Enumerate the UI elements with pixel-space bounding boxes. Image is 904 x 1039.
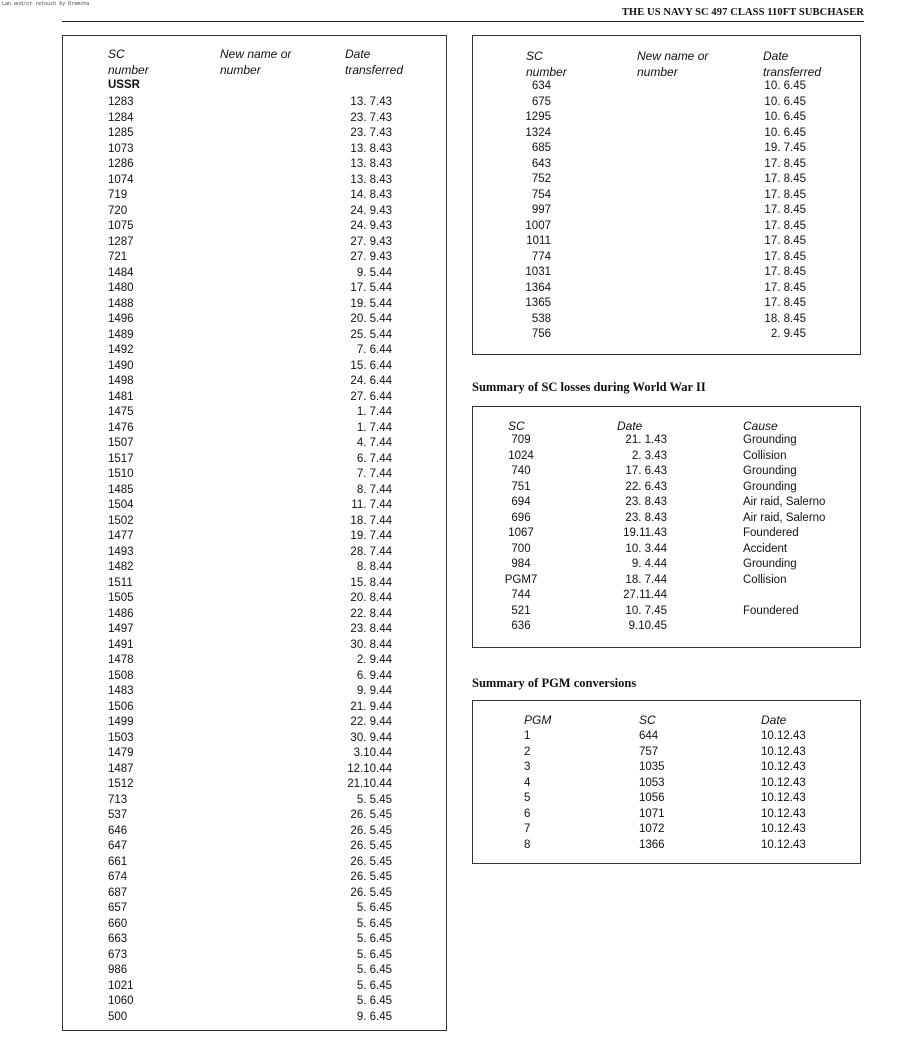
table-row-sc: 1493 (108, 545, 134, 558)
table-row-sc: 1484 (108, 266, 134, 279)
table-row-sc: 1284 (108, 111, 134, 124)
table-row-sc: 709 (511, 434, 531, 446)
table-row-date: 10. 6.45 (764, 126, 806, 139)
table-row-sc: 700 (511, 542, 531, 555)
table-row-date: 10.12.43 (761, 730, 806, 742)
table-row-sc: 1072 (639, 823, 665, 835)
table-row-date: 5. 6.45 (356, 964, 392, 976)
table-row-sc: 1074 (108, 173, 134, 186)
table-row-pgm: 1 (524, 730, 531, 742)
table-row-date: 5. 6.45 (356, 979, 392, 992)
table-row-date: 23. 8.43 (625, 511, 667, 524)
table-row-sc: 1285 (108, 127, 134, 139)
table-row-sc: 647 (108, 840, 128, 852)
header-sc: SC (639, 713, 656, 727)
table-row-date: 17. 8.45 (764, 266, 806, 278)
table-row-date: 22. 8.44 (350, 607, 392, 620)
table-row-date: 7. 7.44 (356, 468, 392, 480)
table-row-sc: 1498 (108, 375, 134, 387)
table-row-sc: 713 (108, 793, 128, 806)
table-row-cause: Grounding (743, 480, 797, 493)
table-row-sc: 1073 (108, 142, 134, 155)
corner-note: Lan and/or retouch by Dremcha (2, 1, 90, 7)
table-row-sc: 674 (108, 871, 128, 883)
table-row-sc: 1481 (108, 390, 134, 403)
table-row-sc: 1502 (108, 514, 134, 527)
table-row-sc: 657 (108, 902, 128, 914)
table-row-date: 13. 7.43 (350, 96, 392, 108)
table-row-sc: 1482 (108, 561, 134, 573)
pgm-title: Summary of PGM conversions (472, 676, 637, 690)
table-row-date: 5. 6.45 (356, 948, 392, 961)
table-row-date: 17. 8.45 (764, 157, 806, 170)
table-row-cause: Grounding (743, 465, 797, 477)
table-row-sc: 751 (511, 480, 531, 493)
table-row-date: 23. 7.43 (350, 127, 392, 139)
table-row-sc: 1011 (526, 235, 551, 247)
table-row-date: 26. 5.45 (350, 840, 392, 852)
table-row-cause: Grounding (743, 434, 797, 446)
table-row-date: 10.12.43 (761, 838, 806, 851)
table-row-date: 15. 6.44 (350, 359, 392, 372)
table-row-date: 18. 7.44 (350, 514, 392, 527)
table-row-sc: 752 (531, 173, 551, 185)
header-sc-number: SC number (108, 47, 149, 77)
table-row-sc: 1475 (108, 406, 134, 418)
table-row-sc: 1499 (108, 716, 134, 728)
table-row-date: 18. 8.45 (764, 312, 806, 325)
table-row-cause: Foundered (743, 527, 799, 539)
table-row-date: 9.10.45 (628, 620, 667, 632)
table-row-sc: 1479 (108, 747, 134, 759)
table-row-date: 2. 9.45 (770, 328, 806, 340)
table-row-sc: 1324 (525, 126, 551, 139)
table-row-date: 11. 7.44 (351, 499, 392, 511)
table-row-date: 28. 7.44 (350, 545, 392, 558)
table-row-sc: 997 (531, 204, 551, 216)
table-row-date: 5. 6.45 (356, 902, 392, 914)
table-row-sc: PGM7 (504, 573, 538, 586)
table-row-sc: 1287 (108, 235, 134, 248)
table-row-date: 8. 7.44 (356, 483, 392, 496)
table-row-date: 26. 5.45 (350, 855, 392, 868)
group-label-ussr: USSR (108, 79, 140, 91)
table-row-date: 19.11.43 (623, 527, 667, 539)
table-row-date: 20. 8.44 (350, 592, 392, 604)
table-row-date: 14. 8.43 (350, 189, 392, 201)
table-row-sc: 1295 (525, 111, 551, 123)
table-row-date: 30. 8.44 (350, 638, 392, 651)
table-row-date: 24. 6.44 (350, 375, 392, 387)
table-row-date: 3.10.44 (353, 747, 392, 759)
table-row-sc: 1060 (108, 995, 134, 1007)
table-row-sc: 1056 (639, 792, 665, 804)
table-row-date: 6. 9.44 (356, 669, 392, 682)
table-row-sc: 1477 (108, 530, 134, 542)
table-row-date: 2. 9.44 (356, 654, 392, 666)
table-row-sc: 696 (511, 511, 531, 524)
table-row-date: 22. 9.44 (350, 716, 392, 728)
table-row-date: 19. 7.45 (764, 142, 806, 154)
table-row-sc: 774 (531, 250, 551, 263)
table-row-date: 7. 6.44 (356, 344, 392, 356)
table-row-date: 13. 8.43 (350, 173, 392, 186)
table-row-date: 10.12.43 (761, 745, 806, 758)
table-row-date: 8. 8.44 (356, 561, 392, 573)
table-row-date: 10. 6.45 (764, 111, 806, 123)
table-row-date: 12.10.44 (347, 762, 392, 775)
table-row-cause: Accident (743, 542, 788, 555)
table-row-date: 23. 7.43 (350, 111, 392, 124)
table-row-sc: 984 (511, 558, 531, 570)
table-row-date: 30. 9.44 (350, 731, 392, 744)
table-row-sc: 644 (639, 730, 659, 742)
table-row-sc: 1492 (108, 344, 134, 356)
table-row-sc: 1497 (108, 623, 134, 635)
table-row-sc: 1506 (108, 700, 134, 713)
table-row-date: 17. 8.45 (764, 188, 806, 201)
table-row-sc: 500 (108, 1010, 128, 1023)
table-row-cause: Foundered (743, 604, 799, 617)
table-row-sc: 1366 (639, 838, 665, 851)
table-row-date: 17. 8.45 (764, 204, 806, 216)
table-row-date: 27.11.44 (623, 589, 667, 601)
table-row-date: 10.12.43 (761, 807, 806, 820)
table-row-sc: 757 (639, 745, 659, 758)
table-row-sc: 643 (531, 157, 551, 170)
table-row-date: 5. 6.45 (356, 917, 392, 930)
table-row-sc: 756 (531, 328, 551, 340)
table-row-date: 5. 5.45 (356, 793, 392, 806)
table-row-date: 23. 8.43 (625, 496, 667, 508)
table-row-cause: Air raid, Salerno (743, 511, 826, 524)
table-row-sc: 754 (531, 188, 551, 201)
table-row-sc: 1504 (108, 499, 134, 511)
table-row-date: 17. 8.45 (764, 173, 806, 185)
table-row-date: 15. 8.44 (350, 576, 392, 589)
table-row-pgm: 6 (524, 807, 531, 820)
table-row-sc: 1486 (108, 607, 134, 620)
table-row-date: 10.12.43 (761, 823, 806, 835)
losses-title: Summary of SC losses during World War II (472, 380, 706, 394)
header-rule (62, 21, 864, 22)
header-date-transferred: Date transferred (763, 49, 822, 79)
header-pgm: PGM (524, 713, 552, 727)
table-row-date: 18. 7.44 (625, 573, 667, 586)
table-row-date: 23. 8.44 (350, 623, 392, 635)
table-row-date: 26. 5.45 (350, 871, 392, 883)
table-row-date: 22. 6.43 (625, 480, 667, 493)
table-row-pgm: 5 (524, 792, 531, 804)
table-row-sc: 720 (108, 204, 128, 217)
table-row-sc: 1075 (108, 220, 134, 232)
table-row-date: 17. 8.45 (764, 297, 806, 309)
table-row-sc: 986 (108, 964, 128, 976)
table-row-date: 1. 7.44 (356, 421, 392, 434)
table-row-date: 1. 7.44 (356, 406, 392, 418)
table-row-date: 10. 6.45 (764, 80, 806, 92)
table-row-pgm: 4 (524, 776, 531, 789)
table-row-sc: 1053 (639, 776, 665, 789)
running-head: THE US NAVY SC 497 CLASS 110FT SUBCHASER (621, 7, 864, 18)
table-row-sc: 719 (108, 189, 128, 201)
table-row-pgm: 7 (524, 823, 531, 835)
table-row-date: 19. 5.44 (350, 297, 392, 310)
table-row-date: 10.12.43 (761, 761, 806, 773)
table-row-sc: 634 (531, 80, 551, 92)
table-row-sc: 1071 (639, 807, 665, 820)
table-row-cause: Grounding (743, 558, 797, 570)
table-row-sc: 537 (108, 809, 128, 821)
table-row-sc: 1483 (108, 685, 134, 697)
table-row-date: 9. 5.44 (356, 266, 392, 279)
table-row-sc: 1024 (508, 449, 534, 462)
table-row-date: 5. 6.45 (356, 933, 392, 945)
table-row-sc: 1512 (108, 778, 134, 790)
table-row-sc: 744 (511, 589, 531, 601)
table-row-date: 9. 6.45 (356, 1010, 392, 1023)
table-row-date: 17. 8.45 (764, 250, 806, 263)
table-row-date: 10. 3.44 (625, 542, 667, 555)
table-row-date: 2. 3.43 (631, 449, 667, 462)
table-row-date: 10. 7.45 (625, 604, 667, 617)
table-row-sc: 1480 (108, 282, 134, 294)
table-row-sc: 1507 (108, 437, 134, 449)
table-row-sc: 1489 (108, 328, 134, 341)
table-row-sc: 1031 (525, 266, 551, 278)
table-row-sc: 1035 (639, 761, 665, 773)
table-row-sc: 646 (108, 824, 128, 837)
table-row-pgm: 3 (524, 761, 531, 773)
table-row-sc: 661 (108, 855, 128, 868)
table-row-sc: 1487 (108, 762, 134, 775)
table-row-sc: 675 (531, 95, 551, 108)
header-new-name: New name or number (220, 47, 292, 77)
table-row-cause: Air raid, Salerno (743, 496, 826, 508)
table-row-date: 25. 5.44 (350, 328, 392, 341)
table-row-pgm: 8 (524, 838, 531, 851)
table-row-sc: 1490 (108, 359, 134, 372)
table-row-sc: 1476 (108, 421, 134, 434)
header-date: Date (617, 419, 643, 433)
table-row-date: 13. 8.43 (350, 142, 392, 155)
table-row-sc: 1286 (108, 158, 134, 170)
table-row-date: 21.10.44 (347, 778, 392, 790)
table-row-date: 17. 5.44 (350, 282, 392, 294)
table-row-sc: 1365 (525, 297, 551, 309)
table-row-sc: 1485 (108, 483, 134, 496)
table-row-sc: 1283 (108, 96, 134, 108)
table-row-date: 17. 8.45 (764, 219, 806, 232)
table-row-sc: 1364 (525, 281, 551, 294)
header-cause: Cause (743, 419, 778, 433)
table-row-date: 26. 5.45 (350, 824, 392, 837)
table-row-sc: 740 (511, 465, 531, 477)
table-row-date: 27. 9.43 (350, 235, 392, 248)
table-row-date: 17. 8.45 (764, 235, 806, 247)
table-row-date: 5. 6.45 (356, 995, 392, 1007)
table-row-date: 13. 8.43 (350, 158, 392, 170)
header-sc-number: SC number (526, 49, 567, 79)
header-sc: SC (508, 419, 525, 433)
table-row-sc: 521 (511, 604, 531, 617)
table-row-sc: 694 (511, 496, 531, 508)
table-row-date: 27. 9.43 (350, 251, 392, 263)
table-row-date: 10.12.43 (761, 776, 806, 789)
table-row-date: 19. 7.44 (350, 530, 392, 542)
table-row-date: 10. 6.45 (764, 95, 806, 108)
table-row-sc: 687 (108, 886, 128, 899)
table-row-date: 24. 9.43 (350, 204, 392, 217)
table-row-sc: 685 (531, 142, 551, 154)
table-row-sc: 1491 (108, 638, 134, 651)
table-row-sc: 1511 (108, 576, 133, 589)
table-row-sc: 673 (108, 948, 128, 961)
table-row-date: 17. 6.43 (625, 465, 667, 477)
table-row-sc: 1505 (108, 592, 134, 604)
table-row-date: 10.12.43 (761, 792, 806, 804)
table-row-sc: 721 (108, 251, 128, 263)
table-row-date: 9. 4.44 (631, 558, 667, 570)
table-row-cause: Collision (743, 573, 787, 586)
table-row-pgm: 2 (524, 745, 531, 758)
table-row-date: 26. 5.45 (350, 886, 392, 899)
table-row-date: 17. 8.45 (764, 281, 806, 294)
header-date-transferred: Date transferred (345, 47, 404, 77)
table-row-sc: 1478 (108, 654, 134, 666)
header-new-name: New name or number (637, 49, 709, 79)
table-row-sc: 1496 (108, 313, 134, 325)
table-row-date: 9. 9.44 (356, 685, 392, 697)
table-row-sc: 660 (108, 917, 128, 930)
table-row-sc: 663 (108, 933, 128, 945)
table-row-sc: 1067 (508, 527, 534, 539)
table-row-sc: 636 (511, 620, 531, 632)
table-row-sc: 1503 (108, 731, 134, 744)
table-row-sc: 1517 (108, 452, 134, 465)
table-row-sc: 1508 (108, 669, 134, 682)
table-row-date: 27. 6.44 (350, 390, 392, 403)
table-row-cause: Collision (743, 449, 787, 462)
header-date: Date (761, 713, 787, 727)
table-row-date: 24. 9.43 (350, 220, 392, 232)
table-row-sc: 1510 (108, 468, 134, 480)
table-row-date: 21. 1.43 (625, 434, 667, 446)
table-row-date: 4. 7.44 (356, 437, 392, 449)
table-row-sc: 1488 (108, 297, 134, 310)
table-row-date: 6. 7.44 (356, 452, 392, 465)
table-row-date: 26. 5.45 (350, 809, 392, 821)
table-row-sc: 1007 (525, 219, 551, 232)
table-row-sc: 1021 (108, 979, 134, 992)
table-row-date: 21. 9.44 (350, 700, 392, 713)
table-row-sc: 538 (531, 312, 551, 325)
table-row-date: 20. 5.44 (350, 313, 392, 325)
